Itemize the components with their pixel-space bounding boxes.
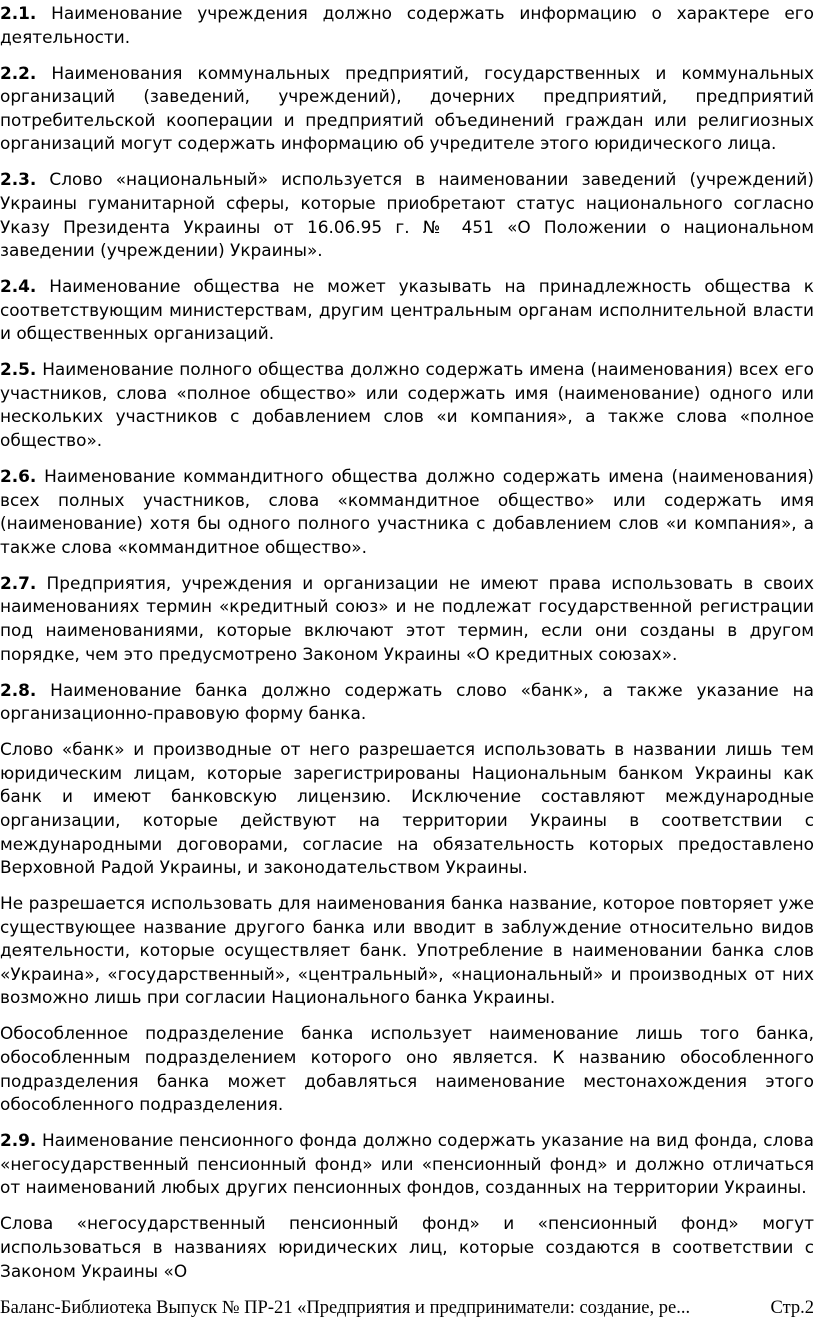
section-number: 2.3.: [0, 169, 37, 190]
paragraph: [0, 62, 814, 156]
paragraph-text: Слово «банк» и производные от него разрешается использовать в названии лишь тем юридическим лицам, которые зарегистрированы Национальным банком Украины как банк и имеют банковскую лицензию. Исключение составляют международные организации, которые действуют на территории Украины в соответствии с международными договорами, согласие на обязательность которых предоставлено Верховной Радой Украины, и законодательством Украины.: [0, 739, 814, 878]
page-number: Стр.2: [770, 1298, 814, 1318]
paragraph: [0, 679, 814, 726]
paragraph: [0, 275, 814, 346]
paragraph-text: Наименование полного общества должно содержать имена (наименования) всех его участников, слова «полное общество» или содержать имя (наименование) одного или нескольких участников с добавлением слов «и компания», а также слова «полное общество».: [0, 359, 814, 451]
paragraph: [0, 2, 814, 49]
paragraph-text: Наименование общества не может указывать на принадлежность общества к соответствующим министерствам, другим центральным органам исполнительной власти и общественных организаций.: [0, 276, 814, 344]
paragraph-text: Не разрешается использовать для наименования банка название, которое повторяет уже существующее название другого банка или вводит в заблуждение относительно видов деятельности, которые осуществляет банк. Употребление в наименовании банка слов «Украина», «государственный», «центральный», «национальный» и производных от них возможно лишь при согласии Национального банка Украины.: [0, 893, 814, 1008]
paragraph-text: Наименования коммунальных предприятий, государственных и коммунальных организаций (заведений, учреждений), дочерних предприятий, предприятий потребительской кооперации и предприятий объединений граждан или религиозных организаций могут содержать информацию об учредителе этого юридического лица.: [0, 62, 814, 154]
section-number: 2.6.: [0, 466, 37, 487]
paragraph: [0, 168, 814, 262]
paragraph: [0, 358, 814, 452]
paragraph: [0, 892, 814, 1010]
footer-source: Баланс-Библиотека Выпуск № ПР-21 «Предприятия и предприниматели: создание, ре...: [0, 1298, 691, 1318]
section-number: 2.9.: [0, 1130, 37, 1151]
paragraph: [0, 1022, 814, 1116]
document-body: [0, 2, 814, 1296]
paragraph: [0, 572, 814, 666]
paragraph-text: Слово «национальный» используется в наименовании заведений (учреждений) Украины гуманитарной сферы, которые приобретают статус национального согласно Указу Президента Украины от 16.06.95 г. № 451 «О Положении о национальном заведении (учреждении) Украины».: [0, 169, 814, 261]
paragraph: [0, 738, 814, 880]
paragraph-text: Наименование коммандитного общества должно содержать имена (наименования) всех полных участников, слова «коммандитное общество» или содержать имя (наименование) хотя бы одного полного участника с добавлением слов «и компания», а также слова «коммандитное общество».: [0, 466, 814, 557]
section-number: 2.5.: [0, 359, 37, 380]
paragraph: [0, 465, 814, 559]
paragraph: [0, 1129, 814, 1200]
paragraph-text: Наименование учреждения должно содержать информацию о характере его деятельности.: [0, 3, 814, 47]
section-number: 2.1.: [0, 3, 37, 23]
page-footer: [0, 1296, 814, 1320]
paragraph-text: Наименование банка должно содержать слово «банк», а также указание на организационно-правовую форму банка.: [0, 679, 814, 724]
section-number: 2.2.: [0, 62, 37, 83]
paragraph-text: Наименование пенсионного фонда должно содержать указание на вид фонда, слова «негосударственный пенсионный фонд» или «пенсионный фонд» и должно отличаться от наименований любых других пенсионных фондов, созданных на территории Украины.: [0, 1130, 814, 1198]
paragraph-text: Предприятия, учреждения и организации не имеют права использовать в своих наименованиях термин «кредитный союз» и не подлежат государственной регистрации под наименованиями, которые включают этот термин, если они созданы в другом порядке, чем это предусмотрено Законом Украины «О кредитных союзах».: [0, 572, 814, 664]
paragraph-text: Обособленное подразделение банка использует наименование лишь того банка, обособленным подразделением которого оно является. К названию обособленного подразделения банка может добавляться наименование местонахождения этого обособленного подразделения.: [0, 1023, 814, 1115]
paragraph-text: Слова «негосударственный пенсионный фонд» и «пенсионный фонд» могут использоваться в названиях юридических лиц, которые создаются в соответствии с Законом Украины «О: [0, 1213, 814, 1281]
section-number: 2.4.: [0, 276, 37, 297]
paragraph: [0, 1212, 814, 1283]
section-number: 2.8.: [0, 679, 37, 700]
section-number: 2.7.: [0, 572, 37, 593]
